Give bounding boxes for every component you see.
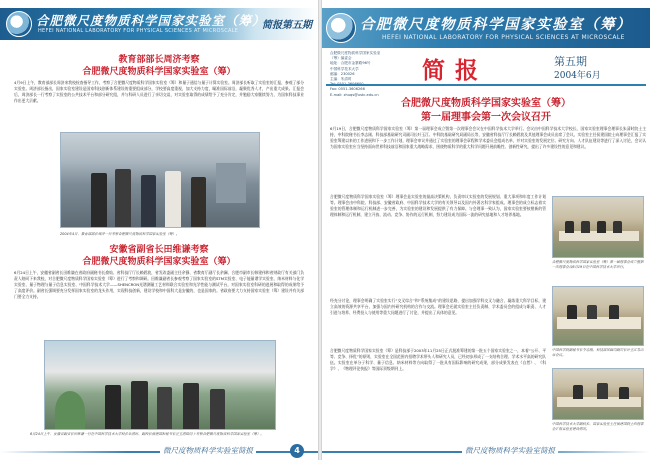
- masthead: [322, 50, 650, 97]
- editorial-contact: 合肥微尺度物质科学国家实验室 （筹）编委会 地址：合肥市金寨路96号 中国科学技术大学 邮编：230026 主编：朱清时 Fax: 0551-3606266 E-mail: zhuqs@ustc.edu.cn: [330, 51, 381, 97]
- article1-photo: [60, 132, 260, 228]
- left-page: [0, 0, 318, 460]
- meeting-photo-2-caption: 中国科学院副秘书长李志刚、科技部基础司副司长叶玉江等出席会议。: [552, 348, 644, 357]
- meeting-photo-1-caption: 合肥微尺度物质科学国家实验室（筹）第一届理事会成立暨第一次理事会议6月19日在中国科学技术大学举行。: [552, 260, 644, 269]
- right-article-title-line1: 合肥微尺度物质科学国家实验室（筹）: [401, 98, 571, 109]
- article2-title-line2: 合肥微尺度物质科学国家实验室（筹）: [82, 257, 236, 267]
- meeting-photo-3-caption: 中国科学技术大学副校长、国家实验室主任侯建国院士向理事会汇报实验室建设情况。: [552, 422, 644, 431]
- meeting-photo-1: [552, 196, 644, 258]
- article1-title-line1: 教育部部长周济考察: [118, 55, 200, 65]
- right-article-title-line2: 第一届理事会第一次会议召开: [421, 112, 551, 123]
- right-header-subtitle: HEFEI NATIONAL LABORATORY FOR PHYSICAL SCIENCES AT MICROSCALE: [382, 34, 625, 41]
- right-header-band: [322, 8, 650, 48]
- right-article-para1: 6月19日，合肥微尺度物质科学国家实验室（筹）第一届理事会成立暨第一次理事会会议在中国科学技术大学举行。会议由中国科学技术大学校长、国家实验室理事会理事长朱清时院士主持，中科院秘书长李志刚、科技部基础研究司副司长叶玉江、中科院基础研究局副局长等，安徽省科技厅厅长赖碧波及其他理事会成员出席了会议。实验室主任侯建国院士向理事会汇报了实验室筹建以来的工作进展和下一步工作计划，理事会审议并通过了实验室的理事会章程和学术委员会组成名单，并对实验室的发展定位、研究方向、人才队伍建设等进行了深入讨论，会议认为国家实验室应当坚持面向世界科技前沿和国家重大战略需求，围绕物质科学的重大科学问题开展前瞻性、创新性研究，提出了许多建设性的意见和建议。: [330, 126, 646, 149]
- article2-caption: 6月24日上午，安徽省副省长田维谦一行在中国科学技术大学校长朱清时、副校长侯建国和秘书长汪玉清陪同下考察合肥微尺度物质科学国家实验室（筹）。: [30, 432, 264, 436]
- right-article-para4: 合肥微尺度物质科学国家实验室（筹）是科技部于2003年11月25日正式批准筹建的第一批五个国家实验室之一，本着“公开、平等、竞争、择优”的原则，实验室在全国范围内招聘学术带头人和研究人员，已经初步形成了一支结构合理、学术水平高的研究队伍。实验室在单分子科学、量子信息、纳米材料等方向取得了一批具有国际影响的研究成果，部分成果发表在《自然》、《科学》、《物理评论快报》等国际顶级期刊上。: [330, 348, 546, 371]
- left-footer-text: 微尺度物质科学实验室简报: [160, 445, 256, 456]
- right-page: [322, 0, 650, 460]
- article1-title-line2: 合肥微尺度物质科学国家实验室（筹）: [82, 67, 236, 77]
- masthead-date: 2004年6月: [554, 71, 601, 81]
- masthead-issue: 第五期: [554, 55, 587, 68]
- article1-body: 4月9日上午，教育部部长周济来我校检查指导工作，考察了合肥微尺度物质科学国家实验室（筹）和量子通信与量子计算实验室。周济部长听取了实验室的汇报，参观了部分实验室。周济部长指出，国家实验室建设是国家科技创新体系建设的重要组成部分，学校要高度重视，加大支持力度，瞄准国际前沿，凝聚优秀人才，产出重大成果。汇报会后，周济部长一行考察了实验室的公共技术平台和部分研究组，并与科研人员进行了亲切交谈，对实验室取得的成绩给予了充分肯定，并勉励大家继续努力，为国家科技事业作出更大贡献。: [14, 80, 304, 103]
- article1-caption: 2004年4月，教育部部长周济一行考察合肥微尺度物质科学国家实验室（筹）。: [60, 232, 180, 236]
- article2-photo: [44, 340, 276, 430]
- right-article-para2: 合肥微尺度物质科学国家实验室（筹）理事会是实验室的最高决策机构，负责审议实验室的发展规划、重大事项和年度工作计划等。理事会由中科院、科技部、安徽省政府、中国科学技术大学的有关领导以及国内外著名科学家组成。理事会的成立标志着实验室的管理体制和运行机制进一步完善，为实验室的建设和发展提供了有力保障。与会理事一致认为，国家实验室要按照新的管理体制和运行机制，建立开放、流动、竞争、协作的运行机制，努力建设成为国际一流的研究基地和人才培养基地。: [330, 194, 546, 217]
- masthead-title: 简报: [422, 57, 488, 84]
- right-footer-text: 微尺度物质科学实验室简报: [462, 445, 558, 456]
- right-header-title: 合肥微尺度物质科学国家实验室（筹）: [360, 16, 632, 33]
- lab-logo-icon: [326, 13, 356, 43]
- left-issue-label: 简报第五期: [262, 20, 312, 31]
- page-number: 4: [290, 444, 304, 458]
- meeting-photo-3: [552, 368, 644, 420]
- meeting-photo-2: [552, 286, 644, 346]
- left-footer: [0, 444, 318, 460]
- article2-title-line1: 安徽省副省长田维谦考察: [109, 245, 209, 255]
- article2-body: 6月24日上午，安徽省副省长田维谦在省政府副秘书长俞灿、省科技厅厅长赖碧波，省发改委副主任余静、省教育厅副厅长余澜、合肥市副市长韩建伟和省财政厅有关部门负责人陪同下来我校，对合肥微尺度物质科学国家实验室（筹）进行了考察和调研。田维谦副省长参观考察了国家实验室的STM实验室、电子能量谱学实验室、纳米材料与化学实验室、量子物理与量子信息实验室、中国科学技术大学——SHENCRON光谱测量工艺材料联合实验室和光学性能与测试平台，对国家实验室科研的进展和取得的成果给予了高度评价。副省长强调要充分发挥国家实验室的龙头作用，实现科技创新，建设学校和中国科大是安徽的，也是国家的。省政府要大力支持国家实验室（筹）建设并有关部门要全力支持。: [14, 270, 304, 299]
- left-header-subtitle: HEFEI NATIONAL LABORATORY FOR PHYSICAL SCIENCES AT MICROSCALE: [38, 28, 239, 34]
- lab-logo-icon: [6, 11, 32, 37]
- right-footer: [322, 444, 650, 460]
- right-article-para3: 经充分讨论，理事会明确了实验室实行“交叉综合”和“系统集成”的建设思路，提出加强学科交叉与融合，凝练重大科学目标，建立高效的资源共享平台，加强与国内外研究机构的合作与交流。理事会还就实验室主任负责制、学术委员会的组成与职责、人才引进与培养、经费投入与使用等重大问题进行了讨论，并提出了具体的意见。: [330, 298, 546, 315]
- left-header-band: [0, 8, 318, 40]
- left-header-title: 合肥微尺度物质科学国家实验室（筹）: [36, 13, 266, 28]
